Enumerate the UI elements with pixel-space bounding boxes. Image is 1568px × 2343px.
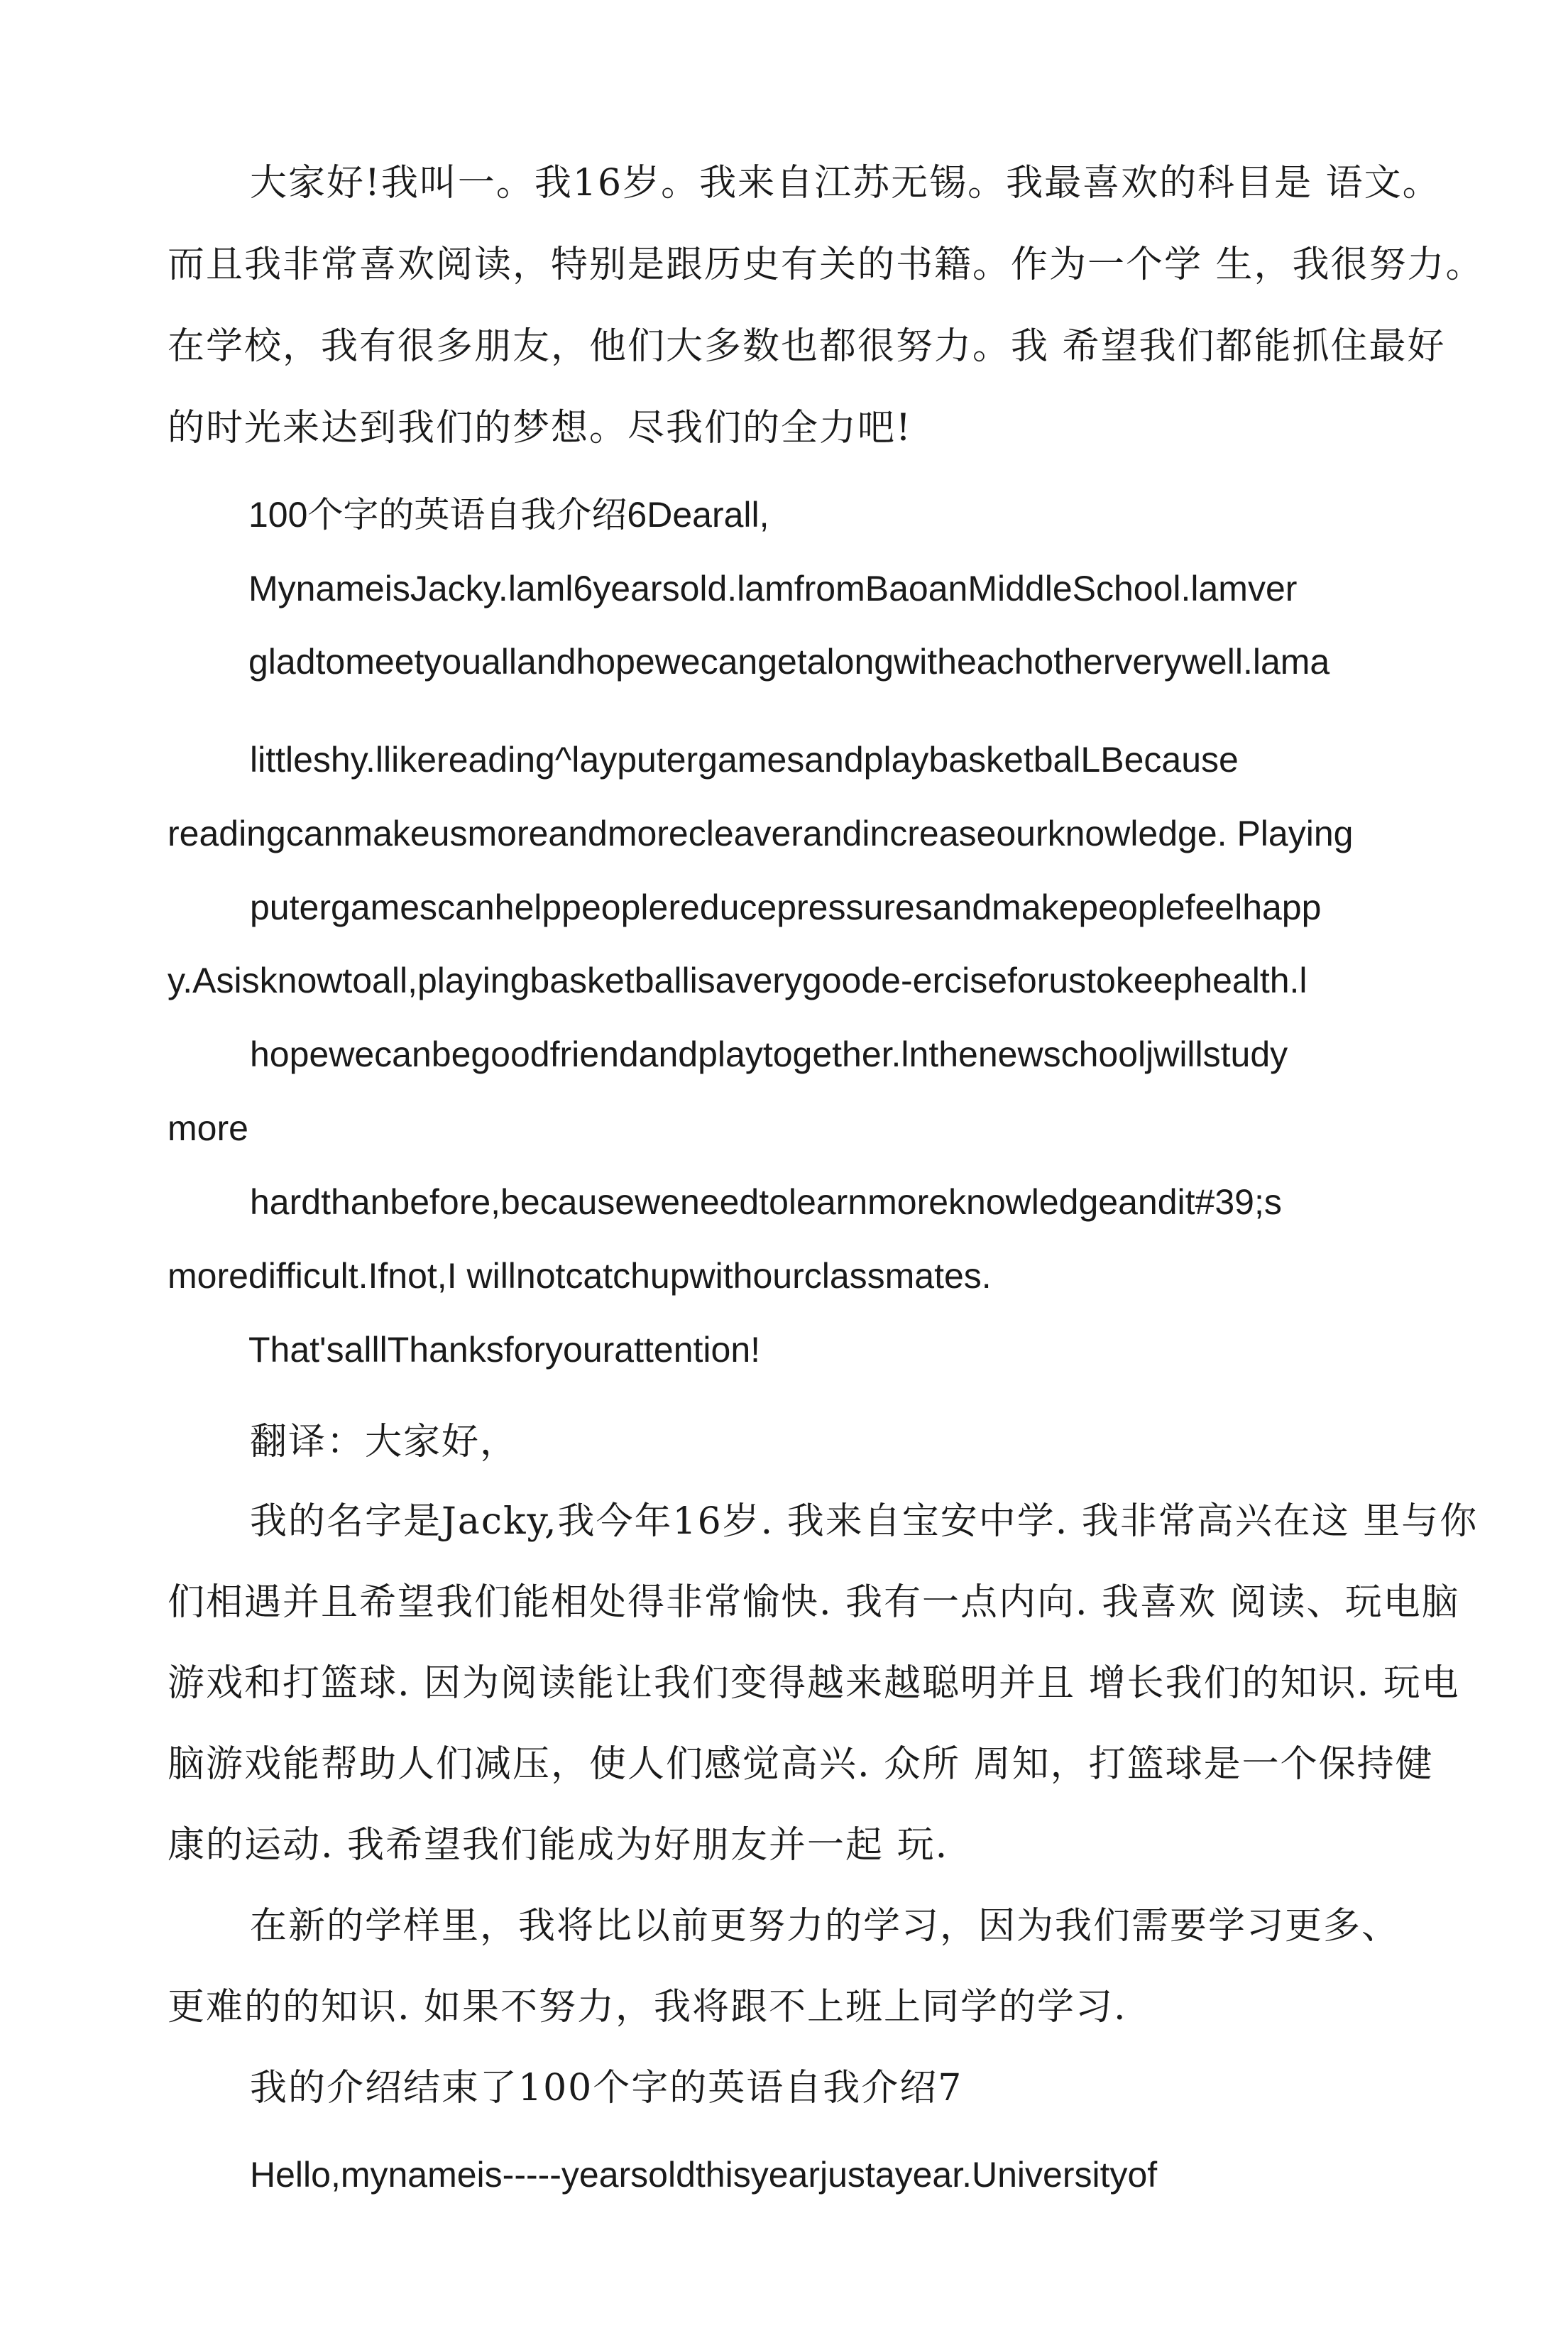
section-heading-line: 我的介绍结束了100个字的英语自我介绍7: [250, 2067, 963, 2109]
paragraph-line: 在学校，我有很多朋友，他们大多数也都很努力。我 希望我们都能抓住最好: [168, 325, 1446, 368]
section-heading-line: 翻译：大家好，: [250, 1421, 519, 1463]
paragraph-line: Hello,mynameis-----yearsoldthisyearjustayear.Universityof: [250, 2155, 1158, 2195]
paragraph-line: 在新的学样里，我将比以前更努力的学习，因为我们需要学习更多、: [250, 1905, 1400, 1948]
paragraph-line: y.Asisknowtoall,playingbasketballisaverygoode-erciseforustokeephealth.l: [168, 961, 1307, 1000]
paragraph-line: more: [168, 1108, 248, 1148]
paragraph-line: littleshy.llikereading^layputergamesandplaybasketbalLBecause: [250, 740, 1239, 780]
paragraph-line: 康的运动. 我希望我们能成为好朋友并一起 玩.: [168, 1824, 949, 1867]
paragraph-line: 们相遇并且希望我们能相处得非常愉快. 我有一点内向. 我喜欢 阅读、玩电脑: [168, 1581, 1460, 1624]
paragraph-line: 大家好!我叫一。我16岁。我来自江苏无锡。我最喜欢的科目是 语文。: [250, 162, 1441, 204]
section-heading-line: 100个字的英语自我介绍6Dearall,: [248, 495, 769, 535]
paragraph-line: hopewecanbegoodfriendandplaytogether.lnthenewschooljwillstudy: [250, 1034, 1288, 1074]
paragraph-line: 脑游戏能帮助人们减压，使人们感觉高兴. 众所 周知，打篮球是一个保持健: [168, 1743, 1434, 1786]
paragraph-line: 我的名字是Jacky,我今年16岁. 我来自宝安中学. 我非常高兴在这 里与你: [250, 1500, 1479, 1543]
paragraph-line: putergamescanhelppeoplereducepressuresandmakepeoplefeelhapp: [250, 888, 1322, 927]
paragraph-line: 游戏和打篮球. 因为阅读能让我们变得越来越聪明并且 增长我们的知识. 玩电: [168, 1662, 1460, 1705]
paragraph-line: gladtomeetyouallandhopewecangetalongwitheachotherverywell.lama: [248, 642, 1330, 682]
paragraph-line: 而且我非常喜欢阅读，特别是跟历史有关的书籍。作为一个学 生，我很努力。: [168, 244, 1484, 286]
paragraph-line: MynameisJacky.laml6yearsold.lamfromBaoanMiddleSchool.lamver: [248, 569, 1298, 608]
paragraph-line: That'salllThanksforyourattention!: [248, 1330, 761, 1370]
paragraph-line: moredifficult.Ifnot,I willnotcatchupwithourclassmates.: [168, 1256, 992, 1296]
paragraph-line: readingcanmakeusmoreandmorecleaverandincreaseourknowledge. Playing: [168, 814, 1354, 853]
paragraph-line: 的时光来达到我们的梦想。尽我们的全力吧!: [168, 407, 912, 449]
paragraph-line: 更难的的知识. 如果不努力，我将跟不上班上同学的学习.: [168, 1986, 1127, 2028]
paragraph-line: hardthanbefore,becauseweneedtolearnmoreknowledgeandit#39;s: [250, 1182, 1282, 1222]
